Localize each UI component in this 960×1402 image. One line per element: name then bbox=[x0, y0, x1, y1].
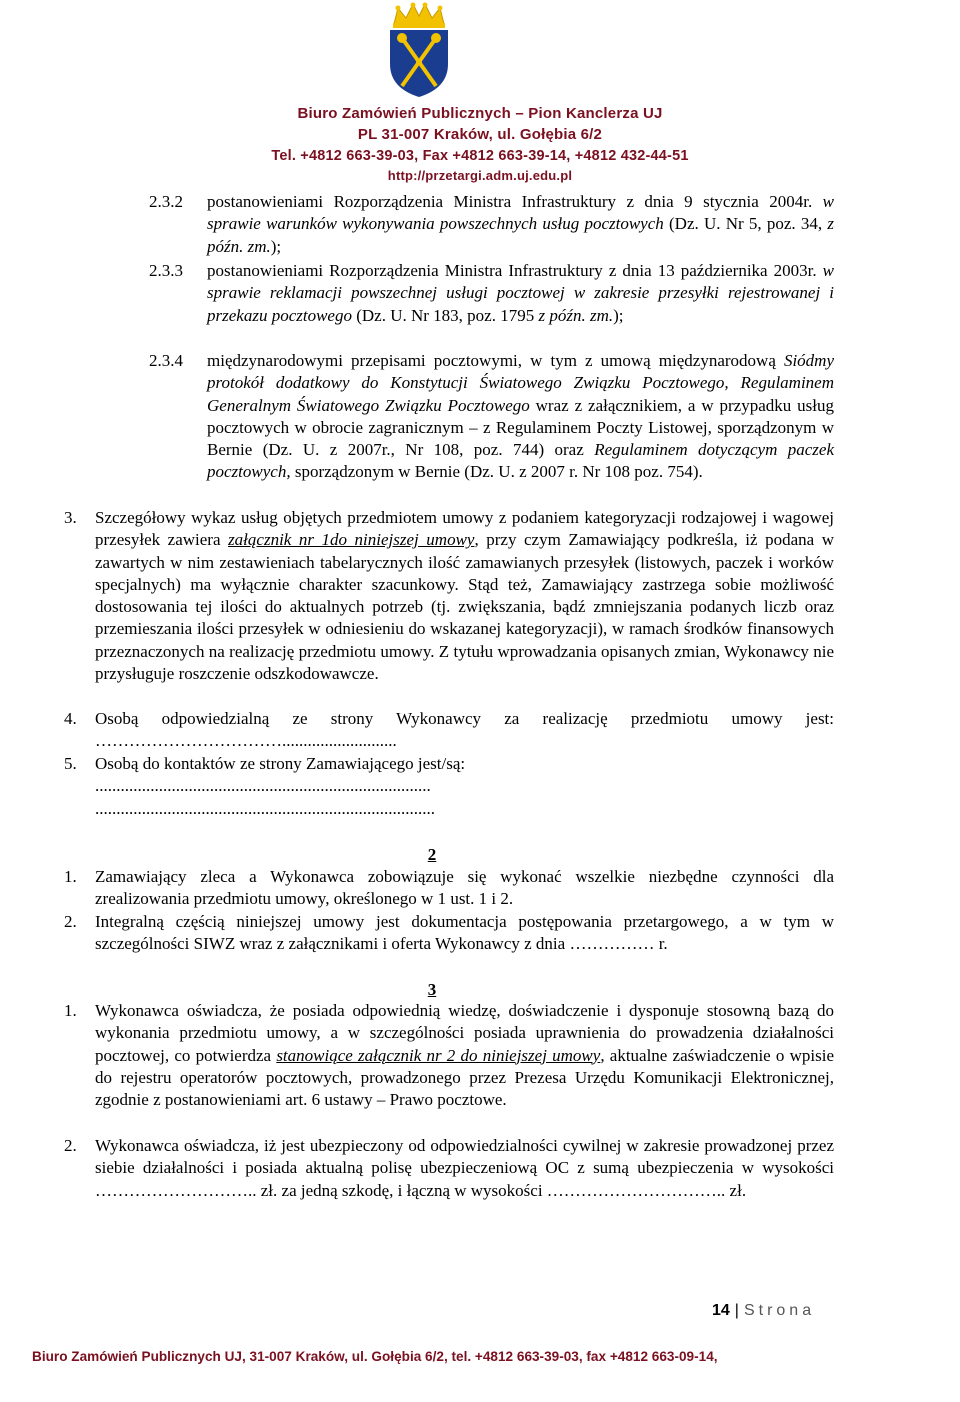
item-2-3-4 bbox=[207, 350, 834, 484]
attachment-reference: stanowiące załącznik nr 2 do niniejszej umowy bbox=[276, 1045, 601, 1065]
point-text: . bbox=[430, 798, 435, 818]
page-number bbox=[712, 1302, 815, 1320]
section-3-point-2: Wykonawca oświadcza, iż jest ubezpieczony od odpowiedzialności cywilnej w zakresie prowadzonej przez siebie działalności i posiada aktualną polisę ubezpieczeniową OC z sumą ubezpieczenia w wysokości ……………………….. zł. za jedną szkodę, i łączną w wysokości ………………………….. zł. bbox=[95, 1136, 834, 1200]
point-number: 1. bbox=[64, 867, 77, 886]
page-number-separator: | bbox=[734, 1302, 739, 1319]
item-text: postanowieniami Rozporządzenia Ministra Infrastruktury z dnia 13 października 2003r. bbox=[207, 261, 817, 280]
letterhead bbox=[0, 0, 960, 188]
item-text: (Dz. U. Nr 5, poz. 34, bbox=[669, 214, 823, 234]
point-5 bbox=[95, 753, 834, 820]
point-number: 5. bbox=[64, 754, 77, 773]
item-italic-text: w sprawie warunków wykonywania powszechnych usług pocztowych bbox=[207, 192, 834, 234]
item-2-3-3 bbox=[207, 260, 834, 327]
point-text: Osobą do kontaktów ze strony Zamawiającego jest/są: bbox=[95, 754, 466, 773]
item-text: (Dz. U. Nr 183, poz. 1795 bbox=[356, 305, 535, 325]
header-phones: Tel. +4812 663-39-03, Fax +4812 663-39-14, +4812 432-44-51 bbox=[271, 148, 689, 164]
jagiellonian-university-crest-icon bbox=[384, 2, 454, 98]
item-italic-text: z późn. zm. bbox=[207, 214, 834, 256]
page-number-value: 14 bbox=[712, 1302, 730, 1319]
section-2-point-1: Zamawiający zleca a Wykonawca zobowiązuje się wykonać wszelkie niezbędne czynności dla zrealizowania przedmiotu umowy, określonego w 1 ust. 1 i 2. bbox=[95, 867, 834, 909]
item-text: ); bbox=[270, 236, 282, 256]
point-text: Szczegółowy wykaz usług objętych przedmiotem umowy z podaniem kategoryzacji rodzajowej i wagowej przesyłek zawiera bbox=[95, 508, 834, 550]
point-number: 3. bbox=[64, 508, 77, 527]
page-word: Strona bbox=[743, 1302, 816, 1319]
point-text: Wykonawca oświadcza, że posiada odpowiednią wiedzę, doświadczenie i dysponuje stosowną bazą do wykonania przedmiotu umowy, a w szczególności posiada uprawnienia do prowadzenia działalności pocztowej, co potwierdza bbox=[95, 1001, 834, 1065]
point-number: 1. bbox=[64, 1001, 77, 1020]
item-text: międzynarodowymi przepisami pocztowymi, w tym z umową międzynarodową bbox=[207, 351, 776, 370]
section-heading: 2 bbox=[427, 845, 437, 864]
attachment-reference: załącznik nr 1do niniejszej umowy bbox=[228, 530, 475, 550]
point-number: 4. bbox=[64, 709, 77, 728]
item-italic-text: Siódmy protokół dodatkowy do Konstytucji Światowego Związku Pocztowego, Regulaminem Generalnym Światowego Związku Pocztowego bbox=[207, 351, 834, 415]
header-address: PL 31-007 Kraków, ul. Gołębia 6/2 bbox=[357, 126, 603, 143]
item-text: sporządzonym w Bernie (Dz. U. z 2007 r. Nr 108 poz. 754). bbox=[294, 462, 703, 482]
header-office-name: Biuro Zamówień Publicznych – Pion Kanclerza UJ bbox=[297, 105, 663, 122]
point-text: Osobą odpowiedzialną ze strony Wykonawcy za realizację przedmiotu umowy jest: bbox=[95, 709, 834, 728]
item-text: ); bbox=[613, 305, 624, 325]
point-text: . bbox=[392, 731, 397, 751]
item-italic-text: Regulaminem dotyczącym paczek pocztowych, bbox=[207, 440, 834, 482]
item-2-3-2 bbox=[207, 191, 834, 258]
item-text: wraz z załącznikiem, a w przypadku usług pocztowych w obrocie zagranicznym – z Regulaminem Poczty Listowej, sporządzonym w Bernie (Dz. U. z 2007r., Nr 108, poz. 744) oraz bbox=[207, 395, 834, 460]
section-3-point-1 bbox=[95, 1000, 834, 1111]
fill-in-blank: ............................................................................... bbox=[95, 776, 431, 796]
point-number: 2. bbox=[64, 912, 77, 931]
item-number: 2.3.3 bbox=[149, 261, 183, 280]
item-italic-text: w sprawie reklamacji powszechnej usługi pocztowej w zakresie przesyłki rejestrowanej i przekazu pocztowego bbox=[207, 261, 834, 325]
section-2-point-2: Integralną częścią niniejszej umowy jest dokumentacja postępowania przetargowego, a w tym w szczególności SIWZ wraz z załącznikami i oferta Wykonawcy z dnia …………… r. bbox=[95, 912, 834, 954]
item-number: 2.3.4 bbox=[149, 351, 183, 370]
section-heading: 3 bbox=[427, 980, 437, 999]
item-number: 2.3.2 bbox=[149, 192, 183, 211]
item-italic-text: z późn. zm. bbox=[538, 305, 614, 325]
point-4 bbox=[95, 708, 834, 753]
fill-in-blank: ............................................................................... bbox=[95, 798, 431, 818]
point-3 bbox=[95, 507, 834, 685]
page-footer: Biuro Zamówień Publicznych UJ, 31-007 Kraków, ul. Gołębia 6/2, tel. +4812 663-39-03, fax +4812 663-09-14, bbox=[32, 1349, 718, 1364]
fill-in-blank: …………………………….......................... bbox=[95, 731, 393, 751]
header-website-link[interactable]: http://przetargi.adm.uj.edu.pl bbox=[387, 168, 573, 183]
point-text: , aktualne zaświadczenie o wpisie do rejestru operatorów pocztowych, prowadzonego przez Prezesa Urzędu Komunikacji Elektronicznej, zgodnie z postanowieniami art. 6 ustawy – Prawo pocztowe. bbox=[95, 1045, 835, 1110]
item-text: postanowieniami Rozporządzenia Ministra Infrastruktury z dnia 9 stycznia 2004r. bbox=[207, 192, 813, 211]
point-number: 2. bbox=[64, 1136, 77, 1155]
point-text: , przy czym Zamawiający podkreśla, iż podana w zawartych w nim zestawieniach tabelarycznych ilość zamawianych przesyłek (listowych, paczek i worków specjalnych) ma wyłącznie charakter szacunkowy. Stąd też, Zamawiający zastrzega sobie możliwość dostosowania tej ilości do aktualnych potrzeb (tj. zwiększania, bądź zmniejszania podanych liczb oraz przemieszania ilości przesyłek w odniesieniu do wskazanej kategoryzacji), w ramach środków finansowych przeznaczonych na realizację przedmiotu umowy. Z tytułu wprowadzania opisanych zmian, Wykonawcy nie przysługuje roszczenie odszkodowawcze. bbox=[95, 530, 835, 684]
